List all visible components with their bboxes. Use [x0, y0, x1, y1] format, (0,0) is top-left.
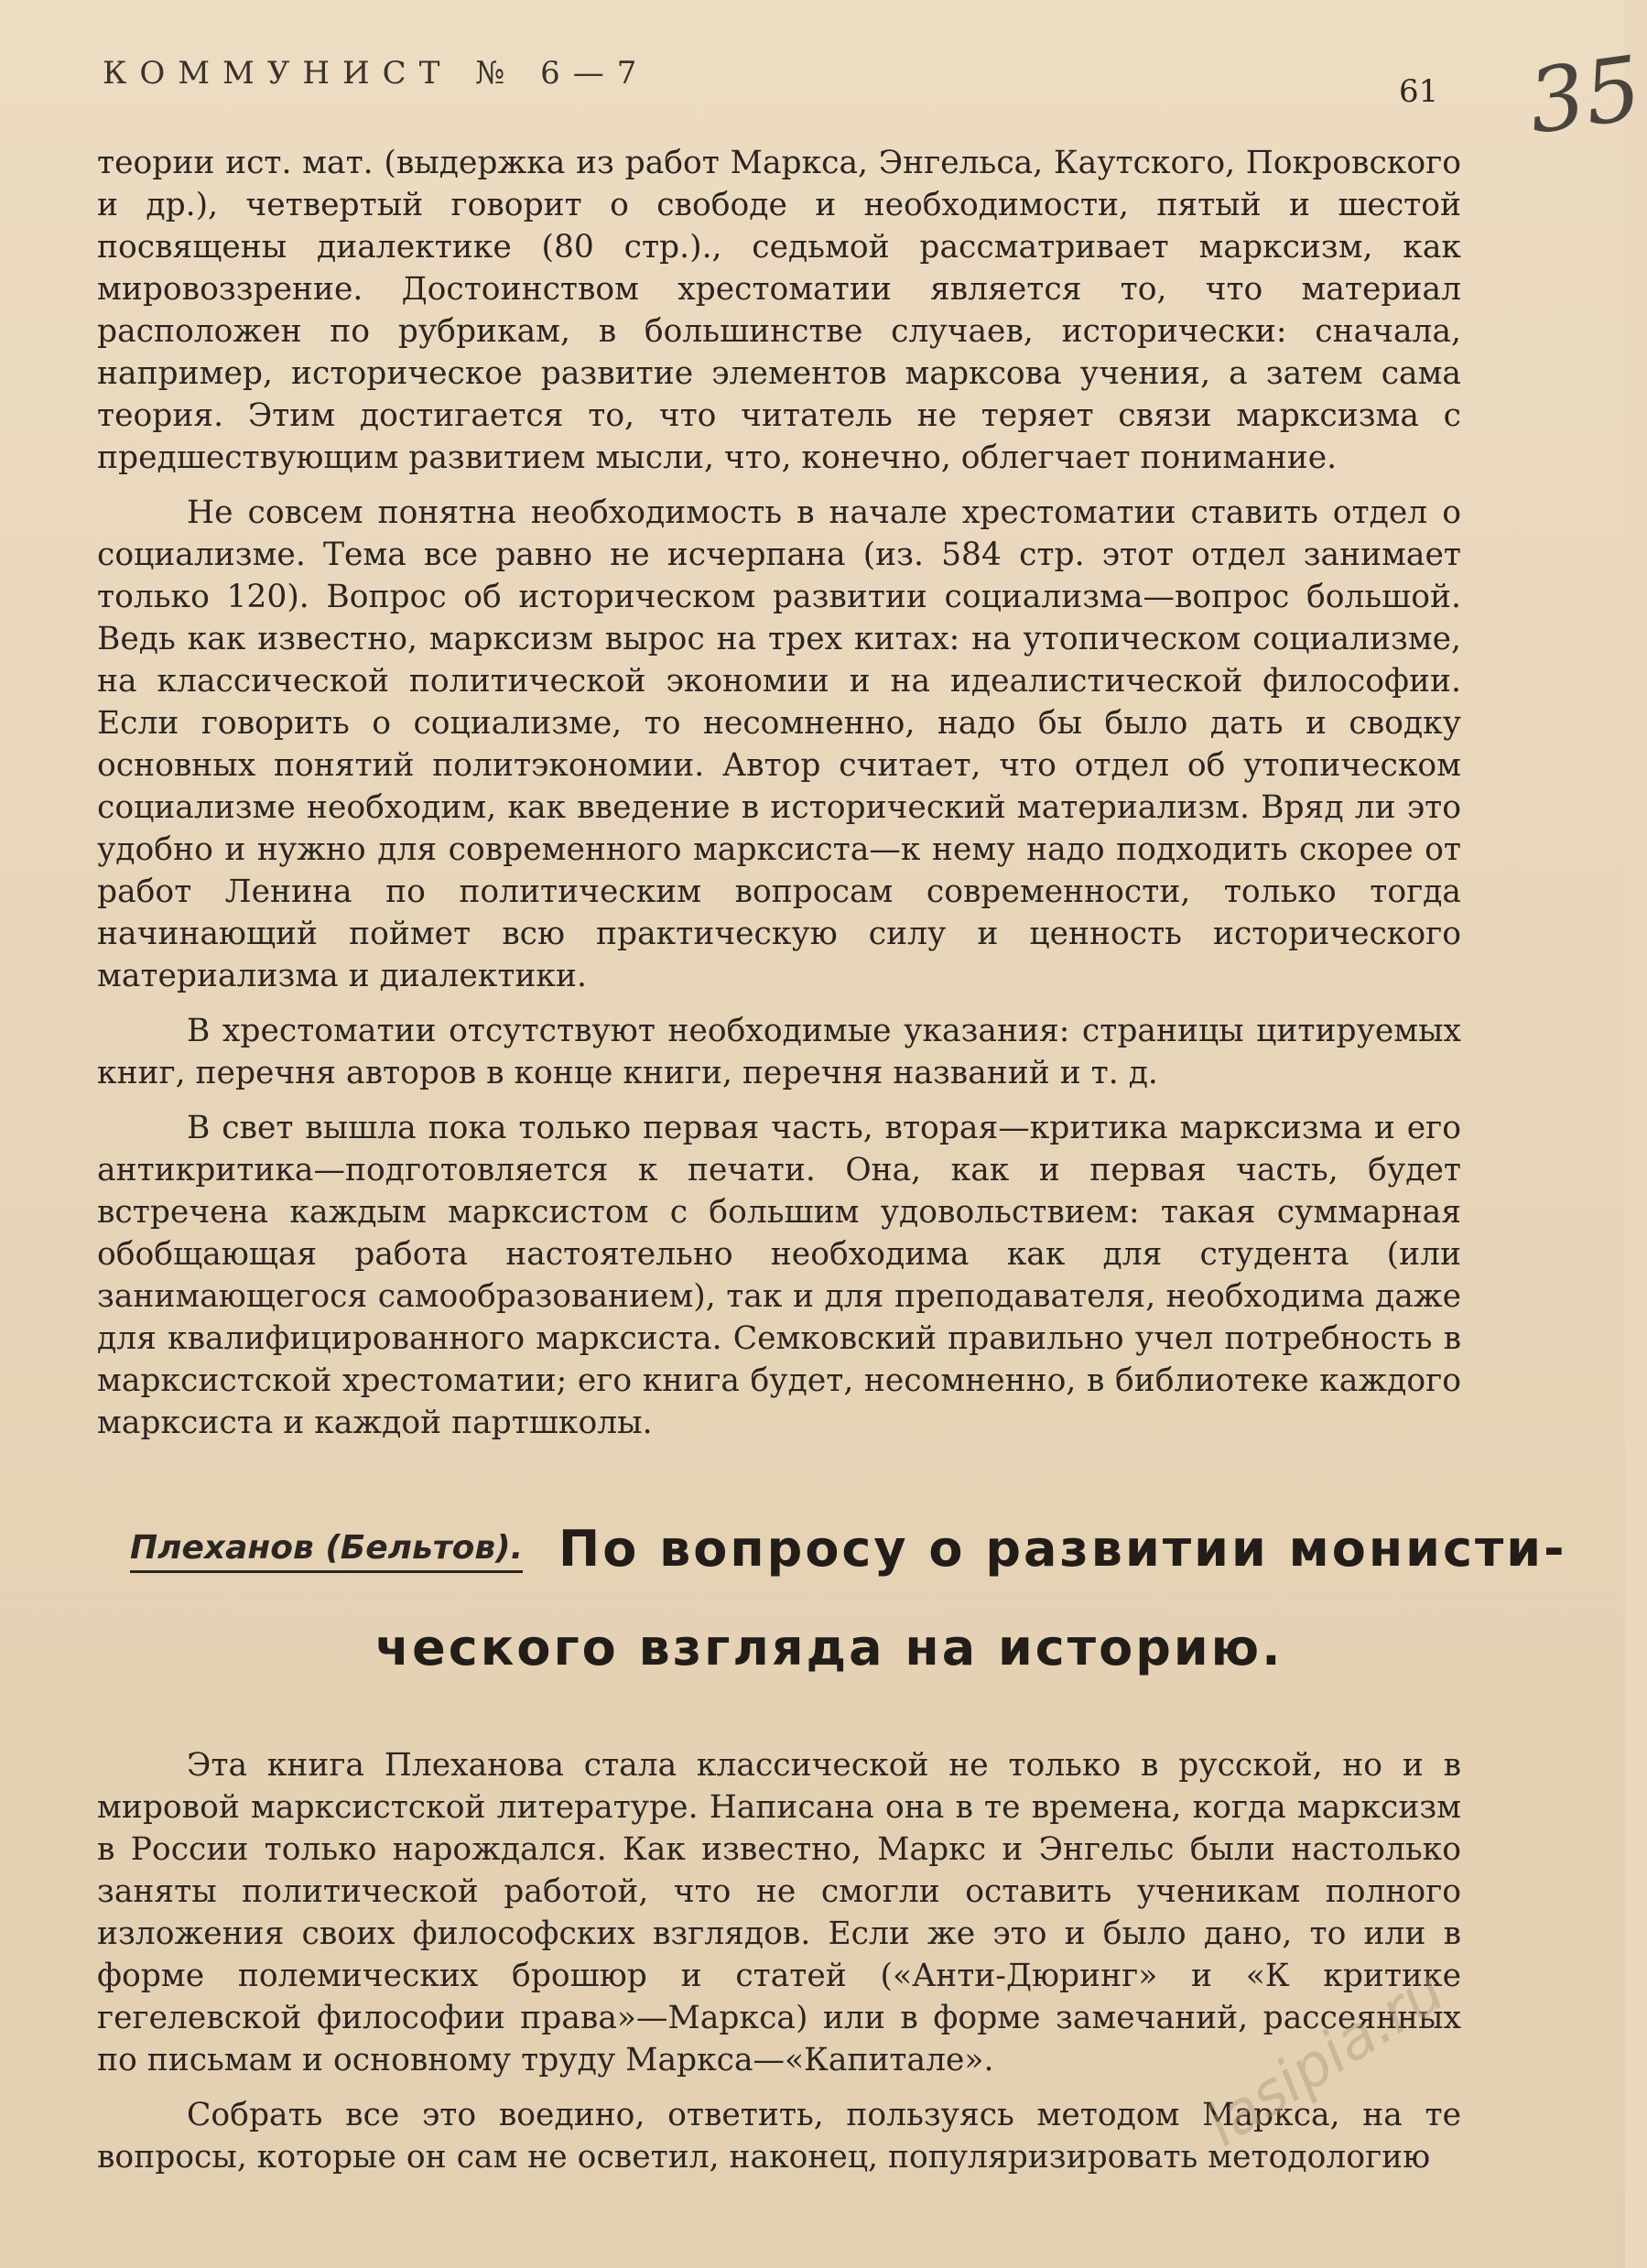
paragraph: Собрать все это воедино, ответить, пользуясь методом Маркса, на те вопросы, которые он сам не осветил, наконец, популяризировать методологию	[97, 2097, 1461, 2176]
review-title-line-1: По вопросу о развитии монисти-	[558, 1520, 1567, 1578]
review-title-line-2: ческого взгляда на историю.	[375, 1619, 1284, 1677]
paragraph: теории ист. мат. (выдержка из работ Маркса, Энгельса, Каутского, Покровского и др.), четвертый говорит о свободе и необходимости, пятый и шестой посвящены диалектике (80 стр.)., седьмой рассматривает марксизм, как мировоззрение. Достоинством хрестоматии является то, что материал расположен по рубрикам, в большинстве случаев, исторически: сначала, например, историческое развитие элементов марксова учения, а затем сама теория. Этим достигается то, что читатель не теряет связи марксизма с предшествующим развитием мысли, что, конечно, облегчает понимание.	[97, 145, 1461, 476]
handwritten-page-number: 35	[1522, 37, 1647, 154]
watermark: iasipia.ru	[1194, 1957, 1457, 2160]
review-author: Плеханов (Бельтов).	[130, 1529, 523, 1573]
paragraph: Не совсем понятна необходимость в начале хрестоматии ставить отдел о социализме. Тема все равно не исчерпана (из. 584 стр. этот отдел занимает только 120). Вопрос об историческом развитии социализма—вопрос большой. Ведь как известно, марксизм вырос на трех китах: на утопическом социализме, на классической политической экономии и на идеалистической философии. Если говорить о социализме, то несомненно, надо бы было дать и сводку основных понятий политэкономии. Автор считает, что отдел об утопическом социализме необходим, как введение в исторический материализм. Вряд ли это удобно и нужно для современного марксиста—к нему надо подходить скорее от работ Ленина по политическим вопросам современности, только тогда начинающий поймет всю практическую силу и ценность исторического материализма и диалектики.	[97, 494, 1461, 994]
review-continuation-text	[97, 142, 1461, 1444]
page-number: 61	[1399, 73, 1439, 110]
paragraph: В хрестоматии отсутствуют необходимые указания: страницы цитируемых книг, перечня авторов в конце книги, перечня названий и т. д.	[97, 1013, 1461, 1091]
paragraph: Эта книга Плеханова стала классической не только в русской, но и в мировой марксистской литературе. Написана она в те времена, когда марксизм в России только нарождался. Как известно, Маркс и Энгельс были настолько заняты политической работой, что не смогли оставить ученикам полного изложения своих философских взглядов. Если же это и было дано, то или в форме полемических брошюр и статей («Анти-Дюринг» и «К критике гегелевской философии права»—Маркса) или в форме замечаний, рассеянных по письмам и основному труду Маркса—«Капитале».	[97, 1747, 1461, 2078]
paragraph: В свет вышла пока только первая часть, вторая—критика марксизма и его антикритика—подготовляется к печати. Она, как и первая часть, будет встречена каждым марксистом с большим удовольствием: такая суммарная обобщающая работа настоятельно необходима как для студента (или занимающегося самообразованием), так и для преподавателя, необходима даже для квалифицированного марксиста. Семковский правильно учел потребность в марксистской хрестоматии; его книга будет, несомненно, в библиотеке каждого марксиста и каждой партшколы.	[97, 1110, 1461, 1441]
running-head: КОММУНИСТ № 6—7	[103, 55, 650, 92]
